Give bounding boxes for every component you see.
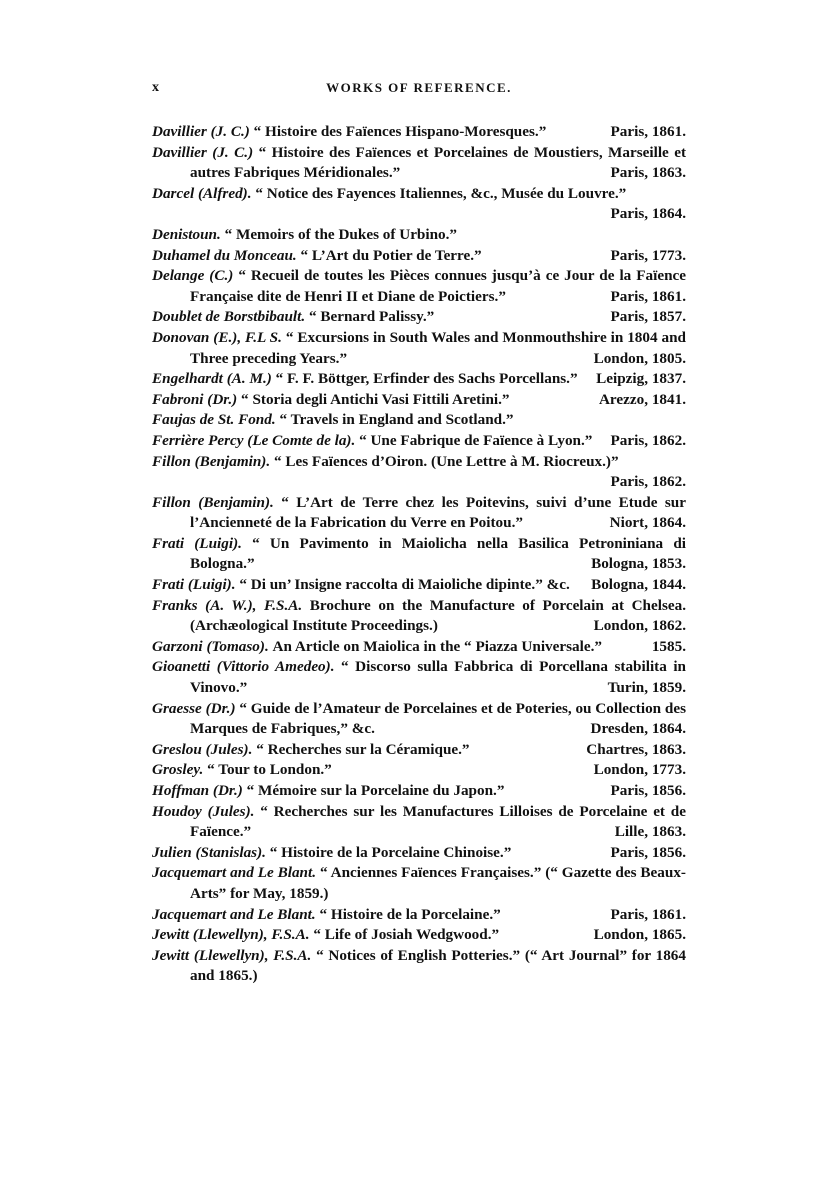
reference-entry [152, 843, 686, 864]
reference-entry [152, 534, 686, 575]
entry-imprint: Leipzig, 1837. [596, 370, 686, 388]
entry-author: Fillon (Benjamin). [152, 452, 271, 470]
running-title: WORKS OF REFERENCE. [326, 80, 512, 95]
reference-entry [152, 493, 686, 534]
entry-author: Duhamel du Monceau. [152, 246, 297, 264]
reference-entry [152, 946, 686, 987]
entry-author: Julien (Stanislas). [152, 843, 266, 861]
entry-imprint: Paris, 1863. [610, 164, 686, 182]
entry-title: “ Discorso sulla Fabbrica di Porcellana stabilita in Vinovo.” [190, 658, 687, 697]
entry-imprint: Paris, 1857. [610, 308, 686, 326]
entry-author: Denistoun. [152, 225, 221, 243]
page-header [152, 80, 686, 100]
entry-author: Frati (Luigi). [152, 576, 236, 594]
reference-list [152, 122, 686, 987]
entry-author: Faujas de St. Fond. [152, 411, 276, 429]
reference-entry [152, 184, 686, 225]
entry-author: Frati (Luigi). [152, 534, 242, 552]
entry-imprint: London, 1773. [593, 761, 686, 779]
entry-title: “ Tour to London.” [207, 761, 332, 779]
reference-entry [152, 431, 686, 452]
entry-imprint: Dresden, 1864. [590, 720, 686, 738]
entry-author: Jewitt (Llewellyn), F.S.A. [152, 926, 310, 944]
entry-title: Brochure on the Manufacture of Porcelain at Chelsea. (Archæological Institute Proceedings.) [190, 596, 686, 635]
entry-author: Donovan (E.), F.L S. [152, 328, 282, 346]
entry-title: “ Recherches sur les Manufactures Lilloises de Porcelaine et de Faïence.” [190, 802, 686, 841]
entry-title: “ Excursions in South Wales and Monmouthshire in 1804 and Three preceding Years.” [190, 328, 686, 367]
reference-entry [152, 369, 686, 390]
entry-imprint: Paris, 1856. [610, 782, 686, 799]
reference-entry [152, 575, 686, 596]
entry-author: Hoffman (Dr.) [152, 782, 243, 799]
reference-entry [152, 925, 686, 946]
entry-title: “ Memoirs of the Dukes of Urbino.” [224, 225, 458, 243]
entry-author: Fabroni (Dr.) [152, 390, 238, 408]
entry-title: “ Histoire des Faïences et Porcelaines de Moustiers, Marseille et autres Fabriques Méridionales.” [190, 143, 687, 182]
entry-imprint: Paris, 1864. [610, 205, 686, 223]
entry-imprint: London, 1865. [593, 926, 686, 944]
entry-author: Houdoy (Jules). [152, 802, 255, 820]
entry-author: Fillon (Benjamin). [152, 493, 274, 511]
entry-author: Engelhardt (A. M.) [152, 370, 272, 388]
entry-imprint: Paris, 1856. [610, 843, 686, 861]
entry-title: “ Histoire des Faïences Hispano-Moresques.” [253, 123, 547, 140]
reference-entry [152, 266, 686, 307]
entry-title: “ Life of Josiah Wedgwood.” [313, 926, 500, 944]
entry-title: “ Notices of English Potteries.” (“ Art Journal” for 1864 and 1865.) [190, 946, 686, 985]
reference-entry [152, 328, 686, 369]
entry-author: Greslou (Jules). [152, 740, 253, 758]
reference-entry [152, 760, 686, 781]
entry-author: Davillier (J. C.) [152, 123, 250, 140]
entry-title: “ Recueil de toutes les Pièces connues jusqu’à ce Jour de la Faïence Française dite de Henri II et Diane de Poictiers.” [190, 267, 687, 305]
entry-author: Jacquemart and Le Blant. [152, 864, 317, 882]
entry-title: “ Mémoire sur la Porcelaine du Japon.” [246, 782, 505, 799]
entry-title: “ Un Pavimento in Maiolicha nella Basilica Petroniniana di Bologna.” [190, 534, 687, 573]
reference-entry [152, 802, 686, 843]
reference-entry [152, 390, 686, 411]
entry-title: “ Histoire de la Porcelaine Chinoise.” [269, 843, 512, 861]
entry-imprint: 1585. [651, 637, 686, 655]
entry-author: Jacquemart and Le Blant. [152, 905, 316, 923]
reference-entry [152, 596, 686, 637]
reference-entry [152, 905, 686, 926]
reference-entry [152, 637, 686, 658]
entry-title: “ Storia degli Antichi Vasi Fittili Aretini.” [241, 390, 510, 408]
entry-imprint: Niort, 1864. [609, 514, 686, 532]
entry-title: “ F. F. Böttger, Erfinder des Sachs Porcellans.” [275, 370, 578, 388]
entry-title: “ L’Art du Potier de Terre.” [300, 246, 482, 264]
reference-entry [152, 657, 686, 698]
entry-author: Jewitt (Llewellyn), F.S.A. [152, 946, 312, 964]
entry-imprint: Lille, 1863. [614, 823, 686, 841]
reference-entry [152, 410, 686, 431]
entry-imprint: Bologna, 1853. [591, 555, 686, 573]
entry-title: “ Recherches sur la Céramique.” [256, 740, 470, 758]
entry-author: Graesse (Dr.) [152, 699, 236, 717]
entry-imprint: Chartres, 1863. [586, 740, 686, 758]
reference-entry [152, 307, 686, 328]
entry-author: Franks (A. W.), F.S.A. [152, 596, 303, 614]
entry-imprint: Arezzo, 1841. [598, 390, 686, 408]
reference-entry [152, 225, 686, 246]
entry-imprint: Paris, 1862. [610, 431, 686, 449]
reference-entry [152, 246, 686, 267]
entry-title: An Article on Maiolica in the “ Piazza Universale.” [272, 637, 602, 655]
page-number: x [152, 80, 159, 95]
entry-imprint: Bologna, 1844. [591, 576, 686, 594]
entry-imprint: London, 1862. [593, 617, 686, 635]
reference-entry [152, 452, 686, 493]
entry-author: Delange (C.) [152, 267, 234, 285]
entry-author: Doublet de Borstbibault. [152, 308, 306, 326]
entry-title: “ Histoire de la Porcelaine.” [319, 905, 501, 923]
entry-imprint: London, 1805. [593, 349, 686, 367]
entry-imprint: Paris, 1862. [610, 473, 686, 491]
entry-imprint: Paris, 1861. [610, 123, 686, 140]
entry-title: “ Travels in England and Scotland.” [279, 411, 514, 429]
entry-title: “ Bernard Palissy.” [308, 308, 435, 326]
reference-entry [152, 781, 686, 802]
entry-title: “ Les Faïences d’Oiron. (Une Lettre à M. Riocreux.)” [273, 452, 619, 470]
entry-title: “ Di un’ Insigne raccolta di Maioliche dipinte.” &c. [239, 576, 570, 594]
entry-title: “ Anciennes Faïences Françaises.” (“ Gazette des Beaux-Arts” for May, 1859.) [190, 864, 686, 902]
entry-author: Ferrière Percy (Le Comte de la). [152, 431, 356, 449]
entry-author: Darcel (Alfred). [152, 184, 252, 202]
entry-author: Grosley. [152, 761, 204, 779]
reference-entry [152, 699, 686, 740]
reference-entry [152, 740, 686, 761]
entry-imprint: Paris, 1773. [610, 246, 686, 264]
reference-entry [152, 122, 686, 143]
entry-title: “ Notice des Fayences Italiennes, &c., Musée du Louvre.” [255, 184, 627, 202]
entry-imprint: Paris, 1861. [610, 905, 686, 923]
entry-title: “ Une Fabrique de Faïence à Lyon.” [359, 431, 593, 449]
reference-entry [152, 143, 686, 184]
entry-author: Davillier (J. C.) [152, 143, 254, 161]
entry-author: Garzoni (Tomaso). [152, 637, 269, 655]
entry-imprint: Turin, 1859. [607, 679, 686, 697]
entry-author: Gioanetti (Vittorio Amedeo). [152, 658, 335, 676]
reference-entry [152, 863, 686, 904]
entry-title: “ L’Art de Terre chez les Poitevins, suivi d’une Etude sur l’Ancienneté de la Fabrication du Verre en Poitou.” [190, 493, 686, 532]
entry-title: “ Guide de l’Amateur de Porcelaines et de Poteries, ou Collection des Marques de Fabriques,” &c. [190, 699, 687, 738]
entry-imprint: Paris, 1861. [610, 287, 686, 305]
